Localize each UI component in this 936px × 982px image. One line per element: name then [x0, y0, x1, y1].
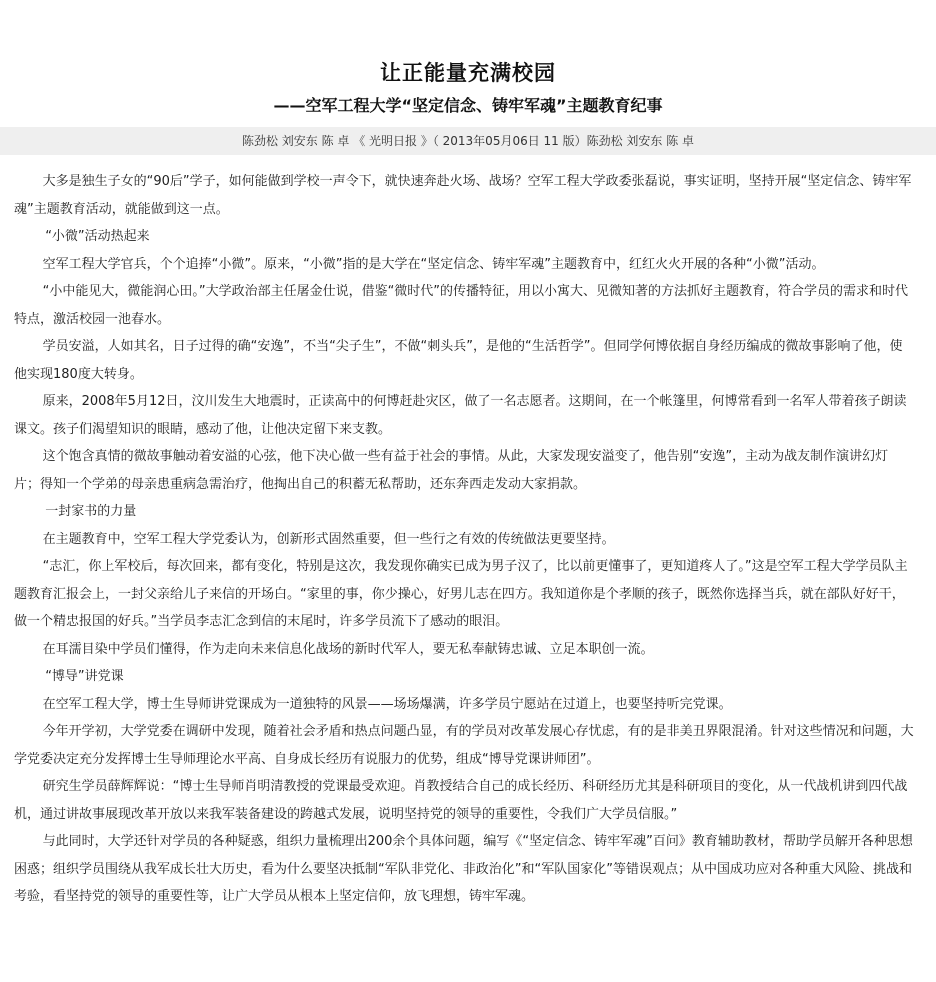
- section-heading: 一封家书的力量: [45, 504, 137, 519]
- article-byline: 陈劲松 刘安东 陈 卓 《 光明日报 》（ 2013年05月06日 11 版）陈劲松 刘安东 陈 卓: [0, 127, 936, 155]
- paragraph: 空军工程大学官兵，个个追捧“小微”。原来，“小微”指的是大学在“坚定信念、铸牢军魂”主题教育中，红红火火开展的各种“小微”活动。: [42, 256, 825, 272]
- paragraph: 原来，2008年5月12日，汶川发生大地震时，正读高中的何博赶赴灾区，做了一名志愿者。这期间，在一个帐篷里，何博常看到一名军人带着孩子朗读课文。孩子们渴望知识的眼睛，感动了他，让他决定留下来支教。: [14, 394, 907, 437]
- paragraph: 研究生学员薛辉辉说：“博士生导师肖明清教授的党课最受欢迎。肖教授结合自己的成长经历、科研经历尤其是科研项目的变化，从一代战机讲到四代战机，通过讲故事展现改革开放以来我军装备建设的跨越式发展，说明坚持党的领导的重要性，令我们广大学员信服。”: [14, 779, 908, 822]
- paragraph: 今年开学初，大学党委在调研中发现，随着社会矛盾和热点问题凸显，有的学员对改革发展心存忧虑，有的是非美丑界限混淆。针对这些情况和问题，大学党委决定充分发挥博士生导师理论水平高、自身成长经历有说服力的优势，组成“博导党课讲师团”。: [14, 724, 914, 767]
- paragraph: 在主题教育中，空军工程大学党委认为，创新形式固然重要，但一些行之有效的传统做法更要坚持。: [42, 531, 615, 547]
- article-body: [0, 155, 936, 911]
- paragraph: 大多是独生子女的“90后”学子，如何能做到学校一声令下，就快速奔赴火场、战场？空军工程大学政委张磊说，事实证明，坚持开展“坚定信念、铸牢军魂”主题教育活动，就能做到这一点。: [14, 174, 912, 217]
- paragraph: “小中能见大，微能润心田。”大学政治部主任屠金仕说，借鉴“微时代”的传播特征，用以小寓大、见微知著的方法抓好主题教育，符合学员的需求和时代特点，激活校园一池春水。: [14, 284, 909, 327]
- article-subtitle: ——空军工程大学“坚定信念、铸牢军魂”主题教育纪事: [273, 96, 663, 115]
- paragraph: 这个饱含真情的微故事触动着安溢的心弦，他下决心做一些有益于社会的事情。从此，大家发现安溢变了，他告别“安逸”，主动为战友制作演讲幻灯片；得知一个学弟的母亲患重病急需治疗，他掏出自己的积蓄无私帮助，还东奔西走发动大家捐款。: [14, 449, 889, 492]
- section-heading: “小微”活动热起来: [45, 229, 150, 244]
- paragraph: 与此同时，大学还针对学员的各种疑惑，组织力量梳理出200余个具体问题，编写《“坚定信念、铸牢军魂”百问》教育辅助教材，帮助学员解开各种思想困惑；组织学员围绕从我军成长壮大历史，看为什么要坚决抵制“军队非党化、非政治化”和“军队国家化”等错误观点；从中国成功应对各种重大风险、挑战和考验，看坚持党的领导的重要性等，让广大学员从根本上坚定信仰，放飞理想，铸牢军魂。: [14, 834, 913, 904]
- article-title: 让正能量充满校园: [380, 61, 556, 85]
- paragraph: 在耳濡目染中学员们懂得，作为走向未来信息化战场的新时代军人，要无私奉献铸忠诚、立足本职创一流。: [42, 641, 654, 657]
- paragraph: 在空军工程大学，博士生导师讲党课成为一道独特的风景——场场爆满，许多学员宁愿站在过道上，也要坚持听完党课。: [42, 696, 732, 712]
- section-heading: “博导”讲党课: [45, 669, 124, 684]
- paragraph: “志汇，你上军校后，每次回来，都有变化，特别是这次，我发现你确实已成为男子汉了，比以前更懂事了，更知道疼人了。”这是空军工程大学学员队主题教育汇报会上，一封父亲给儿子来信的开场白。“家里的事，你少操心，好男儿志在四方。我知道你是个孝顺的孩子，既然你选择当兵，就在部队好好干，做一个精忠报国的好兵。”当学员李志汇念到信的末尾时，许多学员流下了感动的眼泪。: [14, 559, 908, 629]
- paragraph: 学员安溢，人如其名，日子过得的确“安逸”，不当“尖子生”，不做“刺头兵”，是他的“生活哲学”。但同学何博依据自身经历编成的微故事影响了他，使他实现180度大转身。: [14, 339, 903, 382]
